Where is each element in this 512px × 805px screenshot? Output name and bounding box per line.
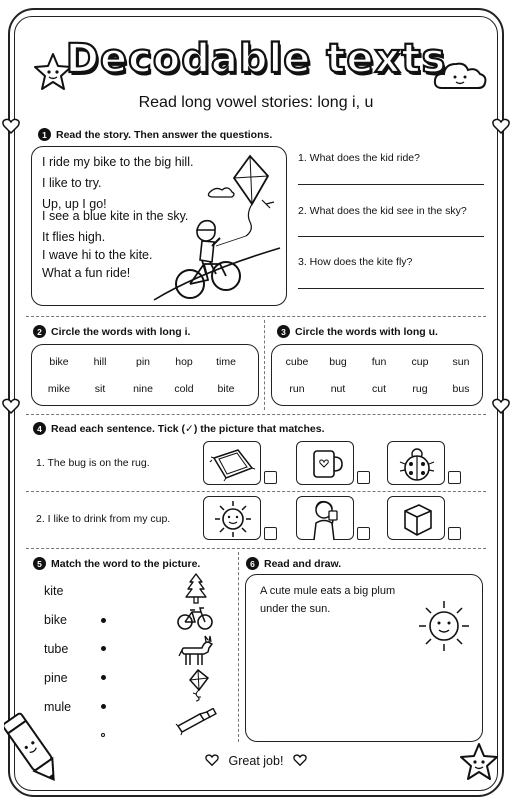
match-dot[interactable]: [101, 733, 105, 737]
match-dot[interactable]: [101, 704, 106, 709]
story-line: I like to try.: [42, 176, 102, 190]
section-divider: [26, 548, 486, 549]
section-number: 1: [38, 128, 51, 141]
page-subtitle: Read long vowel stories: long i, u: [138, 94, 374, 111]
section-number: 2: [33, 325, 46, 338]
story-line: I see a blue kite in the sky.: [42, 209, 189, 223]
word-option[interactable]: cut: [371, 383, 386, 395]
picture-card-cube[interactable]: [387, 496, 445, 540]
word-option[interactable]: bite: [217, 383, 235, 395]
tick-box[interactable]: [448, 471, 461, 484]
section-4-heading: [33, 422, 325, 435]
heart-icon: [2, 118, 20, 134]
section-6-instruction: Read and draw.: [264, 557, 342, 570]
tick-box[interactable]: [357, 527, 370, 540]
heart-icon: [492, 398, 510, 414]
question-2: 2. What does the kid see in the sky?: [298, 205, 467, 217]
section-number: 4: [33, 422, 46, 435]
heart-icon: [205, 754, 219, 766]
mug-icon: [297, 442, 355, 486]
picture-card-kid-drinking[interactable]: [296, 496, 354, 540]
heart-icon: [492, 118, 510, 134]
tube-icon[interactable]: [174, 708, 218, 736]
question-1: 1. What does the kid ride?: [298, 152, 420, 164]
story-line: I wave hi to the kite.: [42, 248, 153, 262]
match-word: tube: [44, 642, 69, 656]
answer-line[interactable]: [298, 236, 484, 237]
word-option[interactable]: fun: [371, 356, 387, 368]
kid-on-bike-with-kite-illustration: [150, 152, 284, 302]
sun-icon: [416, 598, 472, 654]
word-option[interactable]: cube: [285, 356, 309, 368]
section-2-heading: [33, 325, 190, 338]
word-option[interactable]: bike: [49, 356, 69, 368]
section-5-heading: [33, 557, 200, 570]
section-divider: [26, 316, 486, 317]
heart-icon: [293, 754, 307, 766]
match-word: kite: [44, 584, 64, 598]
sentence-2: 2. I like to drink from my cup.: [36, 513, 171, 525]
answer-line[interactable]: [298, 288, 484, 289]
word-option[interactable]: sit: [94, 383, 106, 395]
heart-icon: [2, 398, 20, 414]
word-option[interactable]: hop: [175, 356, 193, 368]
story-line: Up, up I go!: [42, 197, 107, 211]
section-1-heading: [38, 128, 272, 141]
footer-text: Great job!: [228, 754, 284, 768]
section-5-instruction: Match the word to the picture.: [51, 557, 201, 570]
section-divider: [26, 414, 486, 415]
match-word: bike: [44, 613, 67, 627]
word-option[interactable]: bus: [452, 383, 470, 395]
section-divider: [264, 320, 265, 410]
answer-line[interactable]: [298, 184, 484, 185]
word-option[interactable]: nut: [330, 383, 346, 395]
story-line: It flies high.: [42, 230, 106, 244]
pencil-icon: [4, 708, 62, 792]
section-number: 3: [277, 325, 290, 338]
match-word: pine: [44, 671, 68, 685]
section-divider: [238, 552, 239, 742]
section-3-instruction: Circle the words with long u.: [295, 325, 438, 338]
word-option[interactable]: hill: [93, 356, 107, 368]
kite-icon[interactable]: [184, 668, 214, 702]
tick-box[interactable]: [264, 527, 277, 540]
word-option[interactable]: mike: [47, 383, 71, 395]
word-option[interactable]: pin: [135, 356, 150, 368]
match-dot[interactable]: [101, 618, 106, 623]
sentence-1: 1. The bug is on the rug.: [36, 457, 150, 469]
pine-tree-icon[interactable]: [182, 572, 210, 604]
section-number: 6: [246, 557, 259, 570]
word-option[interactable]: sun: [452, 356, 470, 368]
picture-card-mug[interactable]: [296, 441, 354, 485]
question-3: 3. How does the kite fly?: [298, 256, 413, 268]
word-option[interactable]: time: [216, 356, 236, 368]
kid-drinking-icon: [297, 497, 355, 541]
section-3-heading: [277, 325, 438, 338]
section-1-instruction: Read the story. Then answer the questions.: [56, 128, 273, 141]
word-option[interactable]: run: [289, 383, 305, 395]
word-option[interactable]: bug: [329, 356, 347, 368]
section-6-heading: [246, 557, 341, 570]
picture-card-ladybug[interactable]: [387, 441, 445, 485]
mule-icon[interactable]: [178, 634, 214, 668]
word-option[interactable]: cold: [174, 383, 194, 395]
ladybug-icon: [388, 442, 446, 486]
sun-icon: [204, 497, 262, 541]
rug-icon: [204, 442, 262, 486]
row-divider: [26, 491, 486, 492]
cube-icon: [388, 497, 446, 541]
word-option[interactable]: cup: [411, 356, 429, 368]
draw-prompt-line: under the sun.: [260, 603, 331, 615]
match-dot[interactable]: [101, 646, 106, 651]
draw-prompt-line: A cute mule eats a big plum: [260, 585, 396, 597]
match-word: mule: [44, 700, 72, 714]
long-i-word-box: [31, 344, 259, 406]
long-u-word-box: [271, 344, 483, 406]
tick-box[interactable]: [264, 471, 277, 484]
picture-card-rug[interactable]: [203, 441, 261, 485]
tick-box[interactable]: [448, 527, 461, 540]
word-option[interactable]: rug: [412, 383, 428, 395]
story-line: What a fun ride!: [42, 266, 131, 280]
section-2-instruction: Circle the words with long i.: [51, 325, 191, 338]
picture-card-sun[interactable]: [203, 496, 261, 540]
section-number: 5: [33, 557, 46, 570]
footer: [0, 754, 512, 768]
bike-icon[interactable]: [176, 606, 214, 632]
page-title: Decodable texts: [65, 36, 447, 82]
tick-box[interactable]: [357, 471, 370, 484]
section-4-instruction: Read each sentence. Tick (✓) the picture that matches.: [51, 422, 325, 435]
word-option[interactable]: nine: [133, 383, 153, 395]
match-dot[interactable]: [101, 675, 106, 680]
story-line: I ride my bike to the big hill.: [42, 155, 194, 169]
